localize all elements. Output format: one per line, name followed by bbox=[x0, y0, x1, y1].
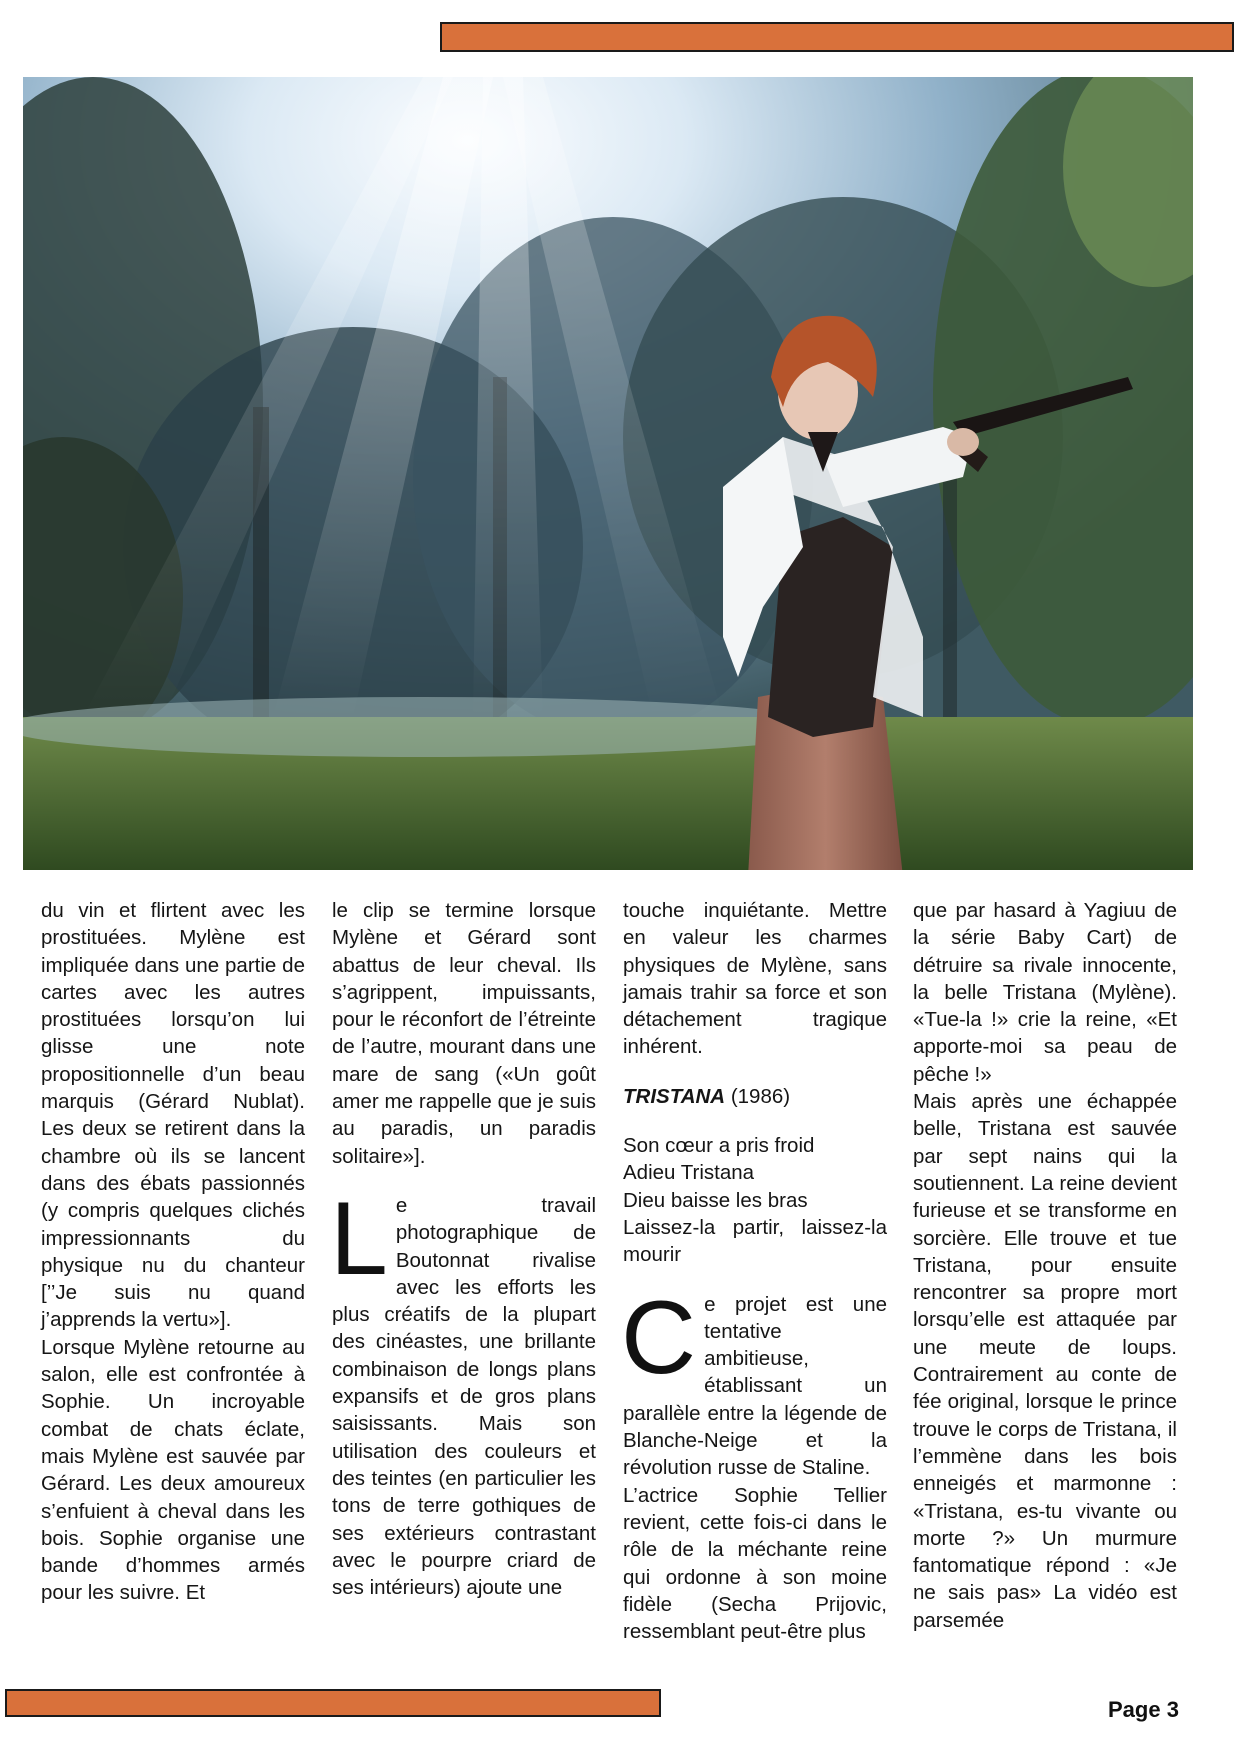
lyrics-verse bbox=[623, 1132, 887, 1268]
top-accent-bar bbox=[440, 22, 1234, 52]
paragraph: le clip se termine lorsque Mylène et Gérard sont abattus de leur cheval. Ils s’agrippent, impuissants, pour le réconfort de l’étreinte de l’autre, mourant dans une mare de sang («Un goût amer me rappelle que je suis au paradis, un paradis solitaire»]. bbox=[332, 899, 596, 1168]
verse-line: Dieu baisse les bras bbox=[623, 1188, 808, 1212]
paragraph: que par hasard à Yagiuu de la série Baby Cart) de détruire sa rivale innocente, la belle Tristana (Mylène). «Tue-la !» crie la reine, «Et apporte-moi sa peau de pêche !» bbox=[913, 899, 1177, 1086]
paragraph-with-dropcap bbox=[330, 1180, 596, 1601]
heading-title: TRISTANA bbox=[623, 1084, 726, 1108]
text-column-3 bbox=[623, 897, 887, 1645]
paragraph: L’actrice Sophie Tellier revient, cette fois-ci dans le rôle de la méchante reine qui ordonne à son moine fidèle (Secha Prijovic, ressemblant peut-être plus bbox=[623, 1483, 887, 1644]
text-column-1 bbox=[41, 897, 305, 1607]
verse-line: Adieu Tristana bbox=[623, 1161, 755, 1185]
section-heading bbox=[623, 1083, 887, 1110]
forest-photo bbox=[23, 77, 1193, 870]
page-number: Page 3 bbox=[1108, 1697, 1179, 1722]
heading-year: (1986) bbox=[725, 1084, 791, 1108]
verse-line: Laissez-la partir, laissez-la mourir bbox=[623, 1215, 887, 1267]
paragraph-text: e projet est une tentative ambitieuse, établissant un parallèle entre la légende de Blanche-Neige et la révolution russe de Staline. bbox=[623, 1292, 887, 1480]
paragraph: du vin et flirtent avec les prostituées. Mylène est impliquée dans une partie de cartes avec les autres prostituées lorsqu’on lui glisse une note propositionnelle d’un beau marquis (Gérard Nublat). Les deux se retirent dans la chambre où ils se lancent dans des ébats passionnés (y compris quelques clichés impressionnants du physique nu du chanteur [’’Je suis nu quand j’apprends la vertu»]. bbox=[41, 899, 305, 1332]
verse-line: Son cœur a pris froid bbox=[623, 1134, 815, 1158]
dropcap-letter: L bbox=[330, 1180, 388, 1297]
paragraph: Lorsque Mylène retourne au salon, elle est confrontée à Sophie. Un incroyable combat de chats éclate, mais Mylène est sauvée par Gérard. Les deux amoureux s’enfuient à cheval dans les bois. Sophie organise une bande d’hommes armés pour les suivre. Et bbox=[41, 1335, 305, 1605]
paragraph: touche inquiétante. Mettre en valeur les charmes physiques de Mylène, sans jamais trahir sa force et son détachement tragique inhérent. bbox=[623, 899, 887, 1059]
bottom-accent-bar bbox=[5, 1689, 661, 1717]
dropcap-letter: C bbox=[621, 1279, 697, 1396]
text-column-4 bbox=[913, 897, 1177, 1634]
paragraph-with-dropcap bbox=[621, 1279, 887, 1482]
paragraph-text: e travail photographique de Boutonnat rivalise avec les efforts les plus créatifs de la plupart des cinéastes, une brillante combinaison de longs plans expansifs et de gros plans saisissants. Mais son utilisation des couleurs et des teintes (en particulier les tons de terre gothiques de ses extérieurs contrastant avec le pourpre criard de ses intérieurs) ajoute une bbox=[332, 1193, 596, 1600]
text-column-2 bbox=[332, 897, 596, 1601]
paragraph: Mais après une échappée belle, Tristana est sauvée par sept nains qui la soutiennent. La reine devient furieuse et se transforme en sorcière. Elle trouve et tue Tristana, pour ensuite rencontrer sa propre mort lorsqu’elle est attaquée par une meute de loups. Contrairement au conte de fée original, lorsque le prince trouve le corps de Tristana, il l’emmène dans les bois enneigés et marmonne : «Tristana, es-tu vivante ou morte ?» Un murmure fantomatique répond : «Je ne sais pas» La vidéo est parsemée bbox=[913, 1090, 1177, 1632]
